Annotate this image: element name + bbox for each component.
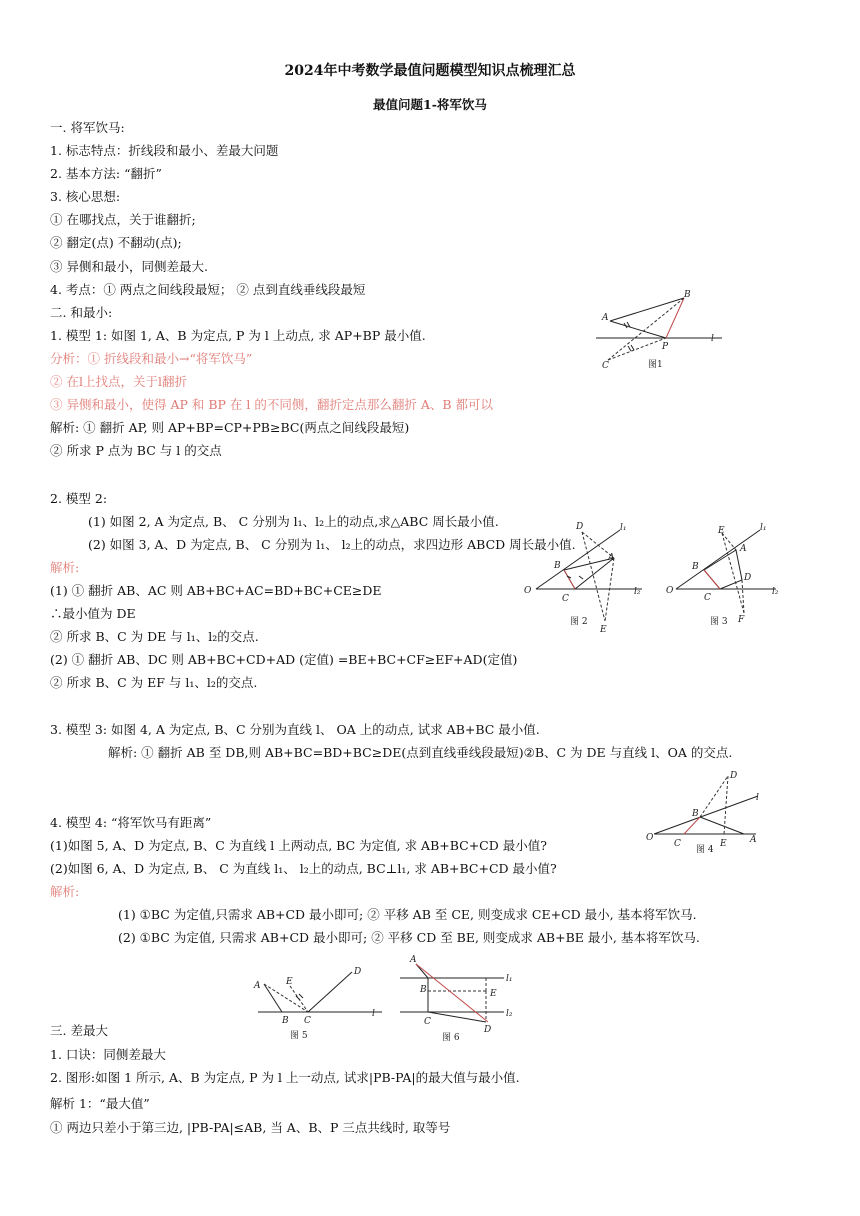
text-line: 4. 考点：① 两点之间线段最短； ② 点到直线垂线段最短 — [50, 282, 366, 297]
text-line: ③ 异侧和最小，同侧差最大. — [50, 259, 208, 274]
text-line: 解析: ① 翻折 AP, 则 AP+BP=CP+PB≥BC(两点之间线段最短) — [50, 420, 410, 435]
figure-caption: 图 2 — [570, 617, 588, 627]
text-line: 解析: ① 翻折 AB 至 DB,则 AB+BC=BD+BC≥DE(点到直线垂线段最短)②B、C 为 DE 与直线 l、OA 的交点. — [108, 745, 733, 760]
point-label: E — [600, 625, 607, 635]
analysis-heading: 解析: — [50, 560, 80, 575]
point-label: A — [750, 835, 757, 845]
point-label: B — [554, 561, 561, 571]
point-label: C — [602, 361, 609, 371]
analysis-line: 分析：① 折线段和最小→“将军饮马” — [50, 351, 253, 366]
text-line: 1. 口诀：同侧差最大 — [50, 1047, 166, 1062]
text-line: (2)如图 6, A、D 为定点, B、 C 为直线 l₁、 l₂上的动点, BC⊥l₁, 求 AB+BC+CD 最小值? — [50, 861, 557, 876]
figure-3 — [664, 518, 784, 628]
point-label: B — [692, 562, 699, 572]
point-label: B — [684, 290, 691, 300]
point-label: E — [718, 526, 725, 536]
text-line: 三. 差最大 — [50, 1023, 108, 1038]
text-line: 1. 标志特点：折线段和最小、差最大问题 — [50, 143, 279, 158]
text-line: ② 翻定(点) 不翻动(点); — [50, 235, 182, 250]
line-label: l — [372, 1009, 375, 1019]
figure-caption: 图1 — [648, 360, 663, 370]
point-label: D — [484, 1025, 492, 1035]
text-line: ② 所求 B、C 为 DE 与 l₁、l₂的交点. — [50, 629, 259, 644]
point-label: E — [720, 839, 727, 849]
point-label: C — [424, 1017, 431, 1027]
figure-caption: 图 4 — [696, 845, 714, 855]
text-line: (1) ① 翻折 AB、AC 则 AB+BC+AC=BD+BC+CE≥DE — [50, 583, 382, 598]
figure-caption: 图 5 — [290, 1031, 308, 1041]
text-line: ② 所求 P 点为 BC 与 l 的交点 — [50, 443, 222, 458]
analysis-line: ③ 异侧和最小，使得 AP 和 BP 在 l 的不同侧，翻折定点那么翻折 A、B 都可以 — [50, 397, 494, 412]
analysis-heading: 解析: — [50, 884, 80, 899]
line-label: l — [711, 334, 714, 344]
figure-5 — [252, 962, 387, 1044]
point-label: F — [738, 615, 745, 625]
text-line: 4. 模型 4: “将军饮马有距离” — [50, 815, 212, 830]
point-label: O — [666, 586, 674, 596]
point-label: C — [704, 593, 711, 603]
text-line: 解析 1：“最大值” — [50, 1096, 150, 1111]
text-line: 3. 模型 3: 如图 4, A 为定点, B、C 分别为直线 l、 OA 上的动点, 试求 AB+BC 最小值. — [50, 722, 540, 737]
point-label: D — [744, 573, 752, 583]
figure-4 — [644, 766, 770, 858]
point-label: C — [304, 1016, 311, 1026]
page-title: 2024年中考数学最值问题模型知识点梳理汇总 — [284, 63, 576, 79]
point-label: A — [410, 955, 417, 965]
text-line: 2. 模型 2: — [50, 491, 108, 506]
line-label: l₁ — [620, 523, 627, 533]
point-label: A — [254, 981, 261, 991]
figure-6 — [398, 950, 520, 1048]
line-label: l₁ — [760, 523, 767, 533]
point-label: A — [608, 553, 615, 563]
line-label: l — [756, 793, 759, 803]
figure-caption: 图 6 — [442, 1033, 460, 1043]
line-label: l₂ — [506, 1009, 513, 1019]
line-label: l₂ — [634, 587, 641, 597]
text-line: 二. 和最小: — [50, 305, 113, 320]
section-subtitle: 最值问题1-将军饮马 — [373, 97, 487, 112]
point-label: P — [662, 342, 669, 352]
point-label: O — [646, 833, 654, 843]
point-label: B — [692, 809, 699, 819]
point-label: O — [524, 586, 532, 596]
text-line: ② 所求 B、C 为 EF 与 l₁、l₂的交点. — [50, 675, 258, 690]
point-label: D — [354, 967, 362, 977]
point-label: C — [562, 594, 569, 604]
text-line: 2. 图形:如图 1 所示, A、B 为定点, P 为 l 上一动点, 试求|PB-PA|的最大值与最小值. — [50, 1070, 520, 1085]
text-line: (1) ①BC 为定值,只需求 AB+CD 最小即可; ② 平移 AB 至 CE, 则变成求 CE+CD 最小, 基本将军饮马. — [118, 907, 697, 922]
point-label: A — [602, 313, 609, 323]
text-line: (1) 如图 2, A 为定点, B、 C 分别为 l₁、l₂上的动点,求△ABC 周长最小值. — [88, 514, 499, 529]
point-label: B — [420, 985, 427, 995]
point-label: A — [740, 544, 747, 554]
text-line: 1. 模型 1: 如图 1, A、B 为定点, P 为 l 上动点, 求 AP+BP 最小值. — [50, 328, 426, 343]
text-line: (1)如图 5, A、D 为定点, B、C 为直线 l 上两动点, BC 为定值, 求 AB+BC+CD 最小值? — [50, 838, 547, 853]
text-line: ① 两边只差小于第三边, |PB-PA|≤AB, 当 A、B、P 三点共线时, 取等号 — [50, 1120, 451, 1135]
point-label: E — [286, 977, 293, 987]
point-label: D — [576, 522, 584, 532]
text-line: 一. 将军饮马: — [50, 120, 125, 135]
text-line: (2) 如图 3, A、D 为定点, B、 C 分别为 l₁、 l₂上的动点，求四边形 ABCD 周长最小值. — [88, 537, 576, 552]
text-line: 2. 基本方法: “翻折” — [50, 166, 162, 181]
text-line: ∴最小值为 DE — [50, 606, 136, 621]
line-label: l₁ — [506, 974, 513, 984]
point-label: D — [730, 771, 738, 781]
text-line: 3. 核心思想: — [50, 189, 121, 204]
point-label: E — [490, 989, 497, 999]
text-line: (2) ①BC 为定值, 只需求 AB+CD 最小即可; ② 平移 CD 至 BE, 则变成求 AB+BE 最小, 基本将军饮马. — [118, 930, 700, 945]
point-label: C — [674, 839, 681, 849]
analysis-line: ② 在l上找点，关于l翻折 — [50, 374, 187, 389]
figure-2 — [522, 518, 642, 636]
figure-caption: 图 3 — [710, 617, 728, 627]
figure-1 — [596, 288, 726, 372]
text-line: ① 在哪找点，关于谁翻折; — [50, 212, 196, 227]
text-line: (2) ① 翻折 AB、DC 则 AB+BC+CD+AD (定值) =BE+BC+CF≥EF+AD(定值) — [50, 652, 518, 667]
line-label: l₂ — [772, 587, 779, 597]
point-label: B — [282, 1016, 289, 1026]
